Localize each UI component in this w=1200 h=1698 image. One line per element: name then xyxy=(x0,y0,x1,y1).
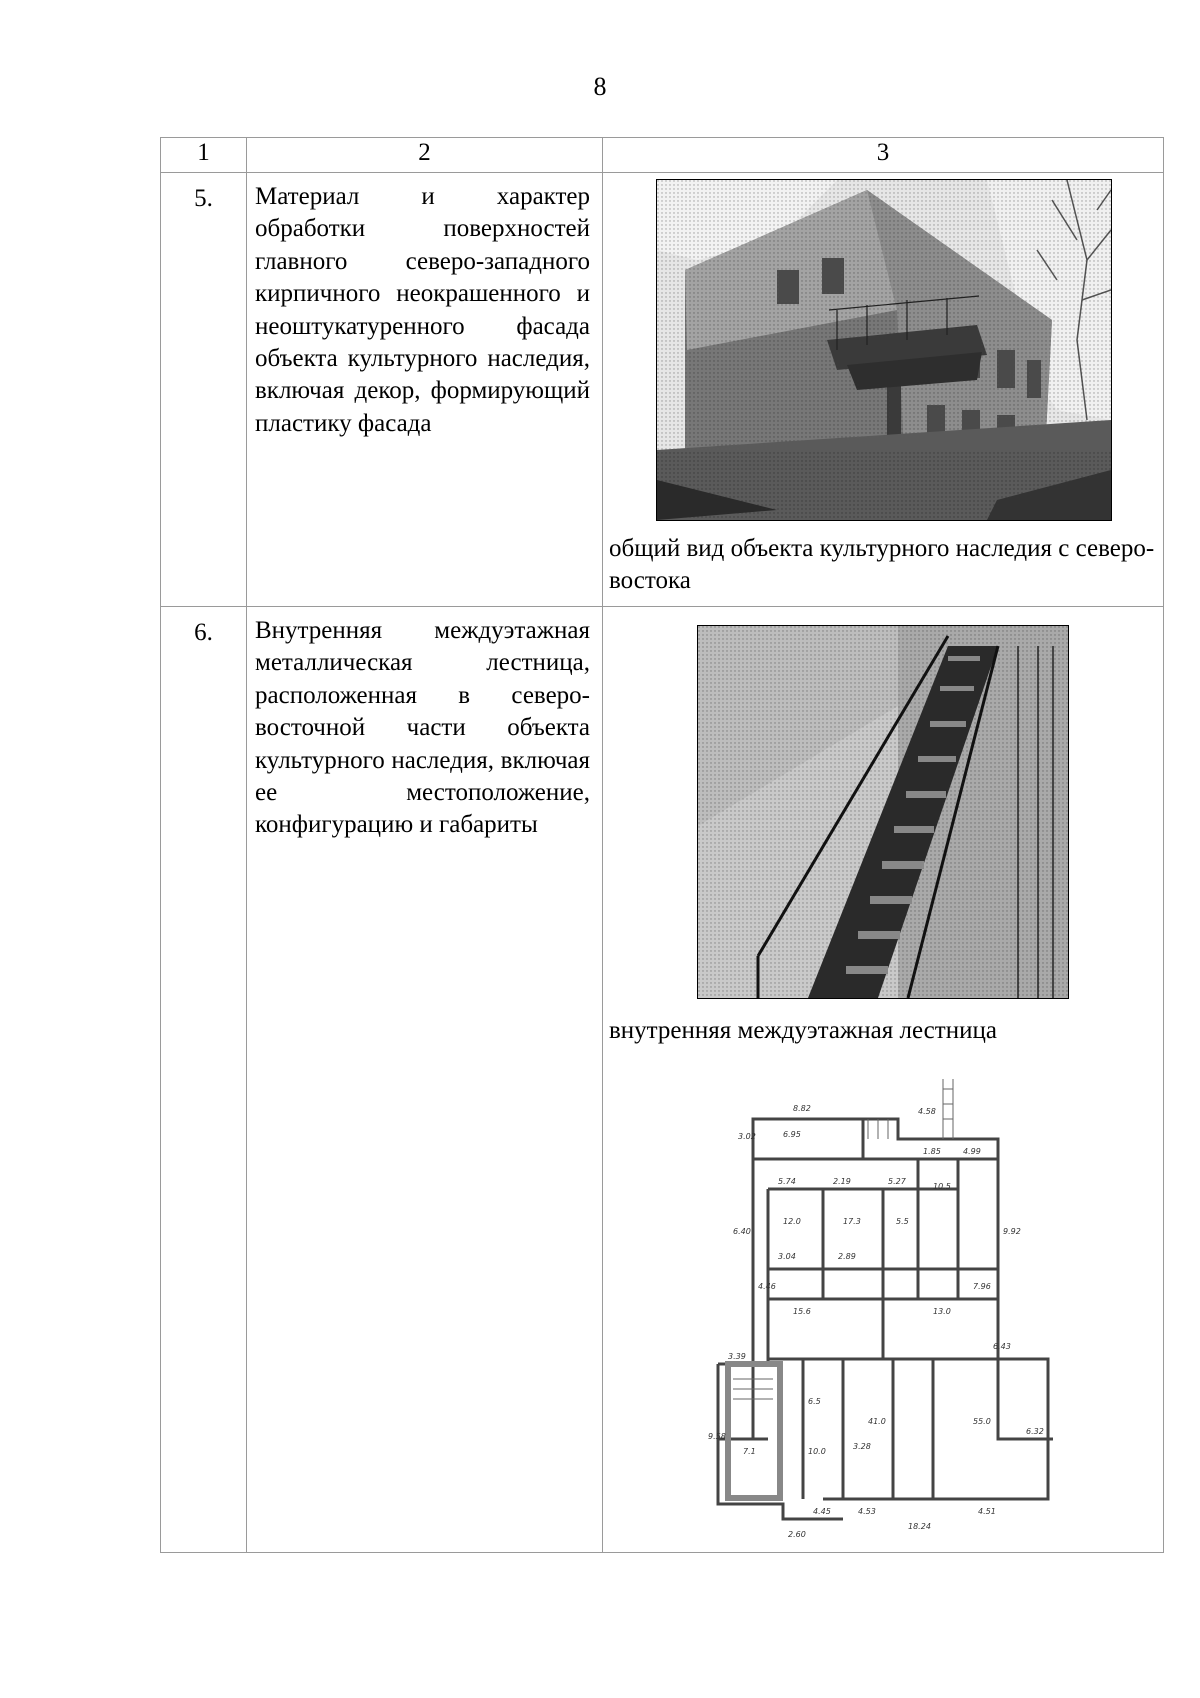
plan-label: 5.5 xyxy=(896,1217,909,1226)
plan-label: 9.58 xyxy=(708,1432,726,1441)
plan-label: 17.3 xyxy=(843,1217,861,1226)
photo-cell xyxy=(603,607,1164,1553)
row-description xyxy=(247,173,603,607)
plan-label: 5.74 xyxy=(778,1177,796,1186)
plan-label: 3.02 xyxy=(738,1132,756,1141)
facade-photo xyxy=(656,179,1112,521)
plan-label: 6.32 xyxy=(1026,1427,1044,1436)
plan-label: 41.0 xyxy=(868,1417,886,1426)
row-number: 5. xyxy=(161,173,247,607)
plan-label: 3.28 xyxy=(853,1442,871,1451)
plan-label: 9.92 xyxy=(1003,1227,1021,1236)
plan-label: 4.53 xyxy=(858,1507,876,1516)
plan-label: 6.40 xyxy=(733,1227,751,1236)
table-row-5 xyxy=(161,173,1164,607)
row-description xyxy=(247,607,603,1553)
plan-label: 18.24 xyxy=(908,1522,931,1531)
floor-plan xyxy=(708,1059,1053,1539)
plan-label: 6.95 xyxy=(783,1130,801,1139)
plan-label: 4.51 xyxy=(978,1507,996,1516)
column-header-3: 3 xyxy=(603,138,1164,173)
plan-label: 3.04 xyxy=(778,1252,796,1261)
description-text: Материал и характер обработки поверхностей главного северо-западного кирпичного неокрашенного и неоштукатуренного фасада объекта культурного наследия, включая декор, формирующий пластику фасада xyxy=(255,183,590,437)
plan-label: 12.0 xyxy=(783,1217,801,1226)
plan-label: 55.0 xyxy=(973,1417,991,1426)
plan-label: 7.96 xyxy=(973,1282,991,1291)
plan-label: 8.82 xyxy=(793,1104,811,1113)
plan-label: 7.1 xyxy=(743,1447,756,1456)
column-header-2: 2 xyxy=(247,138,603,173)
plan-label: 2.19 xyxy=(833,1177,851,1186)
page-number: 8 xyxy=(593,72,607,101)
plan-label: 4.45 xyxy=(813,1507,831,1516)
photo-caption: общий вид объекта культурного наследия с северо-востока xyxy=(609,535,1155,594)
plan-label: 10.0 xyxy=(808,1447,826,1456)
plan-label: 6.5 xyxy=(808,1397,821,1406)
plan-label: 1.85 xyxy=(923,1147,941,1156)
plan-label: 2.89 xyxy=(838,1252,856,1261)
column-header-1: 1 xyxy=(161,138,247,173)
plan-label: 2.60 xyxy=(788,1530,806,1539)
heritage-table xyxy=(160,137,1164,1553)
photo-cell xyxy=(603,173,1164,607)
plan-label: 3.39 xyxy=(728,1352,746,1361)
row-number: 6. xyxy=(161,607,247,1553)
plan-label: 4.46 xyxy=(758,1282,776,1291)
table-row-6 xyxy=(161,607,1164,1553)
plan-label: 13.0 xyxy=(933,1307,951,1316)
description-text: Внутренняя междуэтажная металлическая лестница, расположенная в северо-восточной части объекта культурного наследия, включая ее местоположение, конфигурацию и габариты xyxy=(255,617,590,839)
plan-label: 15.6 xyxy=(793,1307,811,1316)
plan-label: 5.27 xyxy=(888,1177,906,1186)
table-header-row xyxy=(161,138,1164,173)
plan-label: 4.58 xyxy=(918,1107,936,1116)
staircase-photo xyxy=(697,625,1069,999)
plan-label: 10.5 xyxy=(933,1182,951,1191)
photo-caption: внутренняя междуэтажная лестница xyxy=(609,1017,997,1044)
plan-label: 6.43 xyxy=(993,1342,1011,1351)
plan-label: 4.99 xyxy=(963,1147,981,1156)
